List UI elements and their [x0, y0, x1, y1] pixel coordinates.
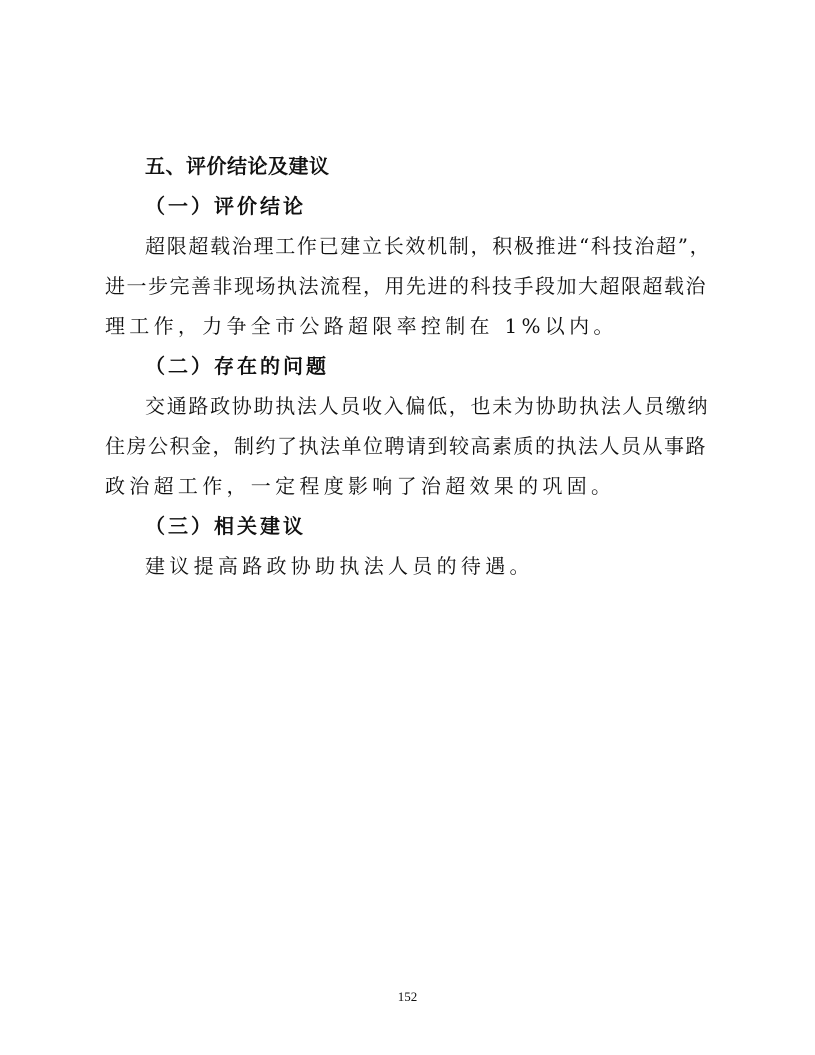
paragraph-evaluation-conclusion: [105, 226, 711, 346]
text-line: 理工作，力争全市公路超限率控制在 1%以内。: [105, 314, 618, 338]
text-line: 建议提高路政协助执法人员的待遇。: [145, 554, 534, 578]
subheading-existing-problems: （二）存在的问题: [145, 354, 329, 378]
text-line: 超限超载治理工作已建立长效机制，积极推进“科技治超”，: [145, 234, 712, 258]
text-line: 交通路政协助执法人员收入偏低，也未为协助执法人员缴纳: [145, 394, 710, 418]
paragraph-related-suggestions: [105, 546, 711, 586]
text-line: 进一步完善非现场执法流程，用先进的科技手段加大超限超载治: [105, 274, 707, 298]
page-content: [105, 146, 711, 586]
subheading-related-suggestions: （三）相关建议: [145, 514, 306, 538]
section-title: 五、评价结论及建议: [145, 154, 330, 178]
text-line: 政治超工作，一定程度影响了治超效果的巩固。: [105, 474, 616, 498]
subheading-evaluation-conclusion: （一）评价结论: [145, 194, 306, 218]
text-line: 住房公积金，制约了执法单位聘请到较高素质的执法人员从事路: [105, 434, 707, 458]
paragraph-existing-problems: [105, 386, 711, 506]
page-number: 152: [397, 989, 418, 1004]
